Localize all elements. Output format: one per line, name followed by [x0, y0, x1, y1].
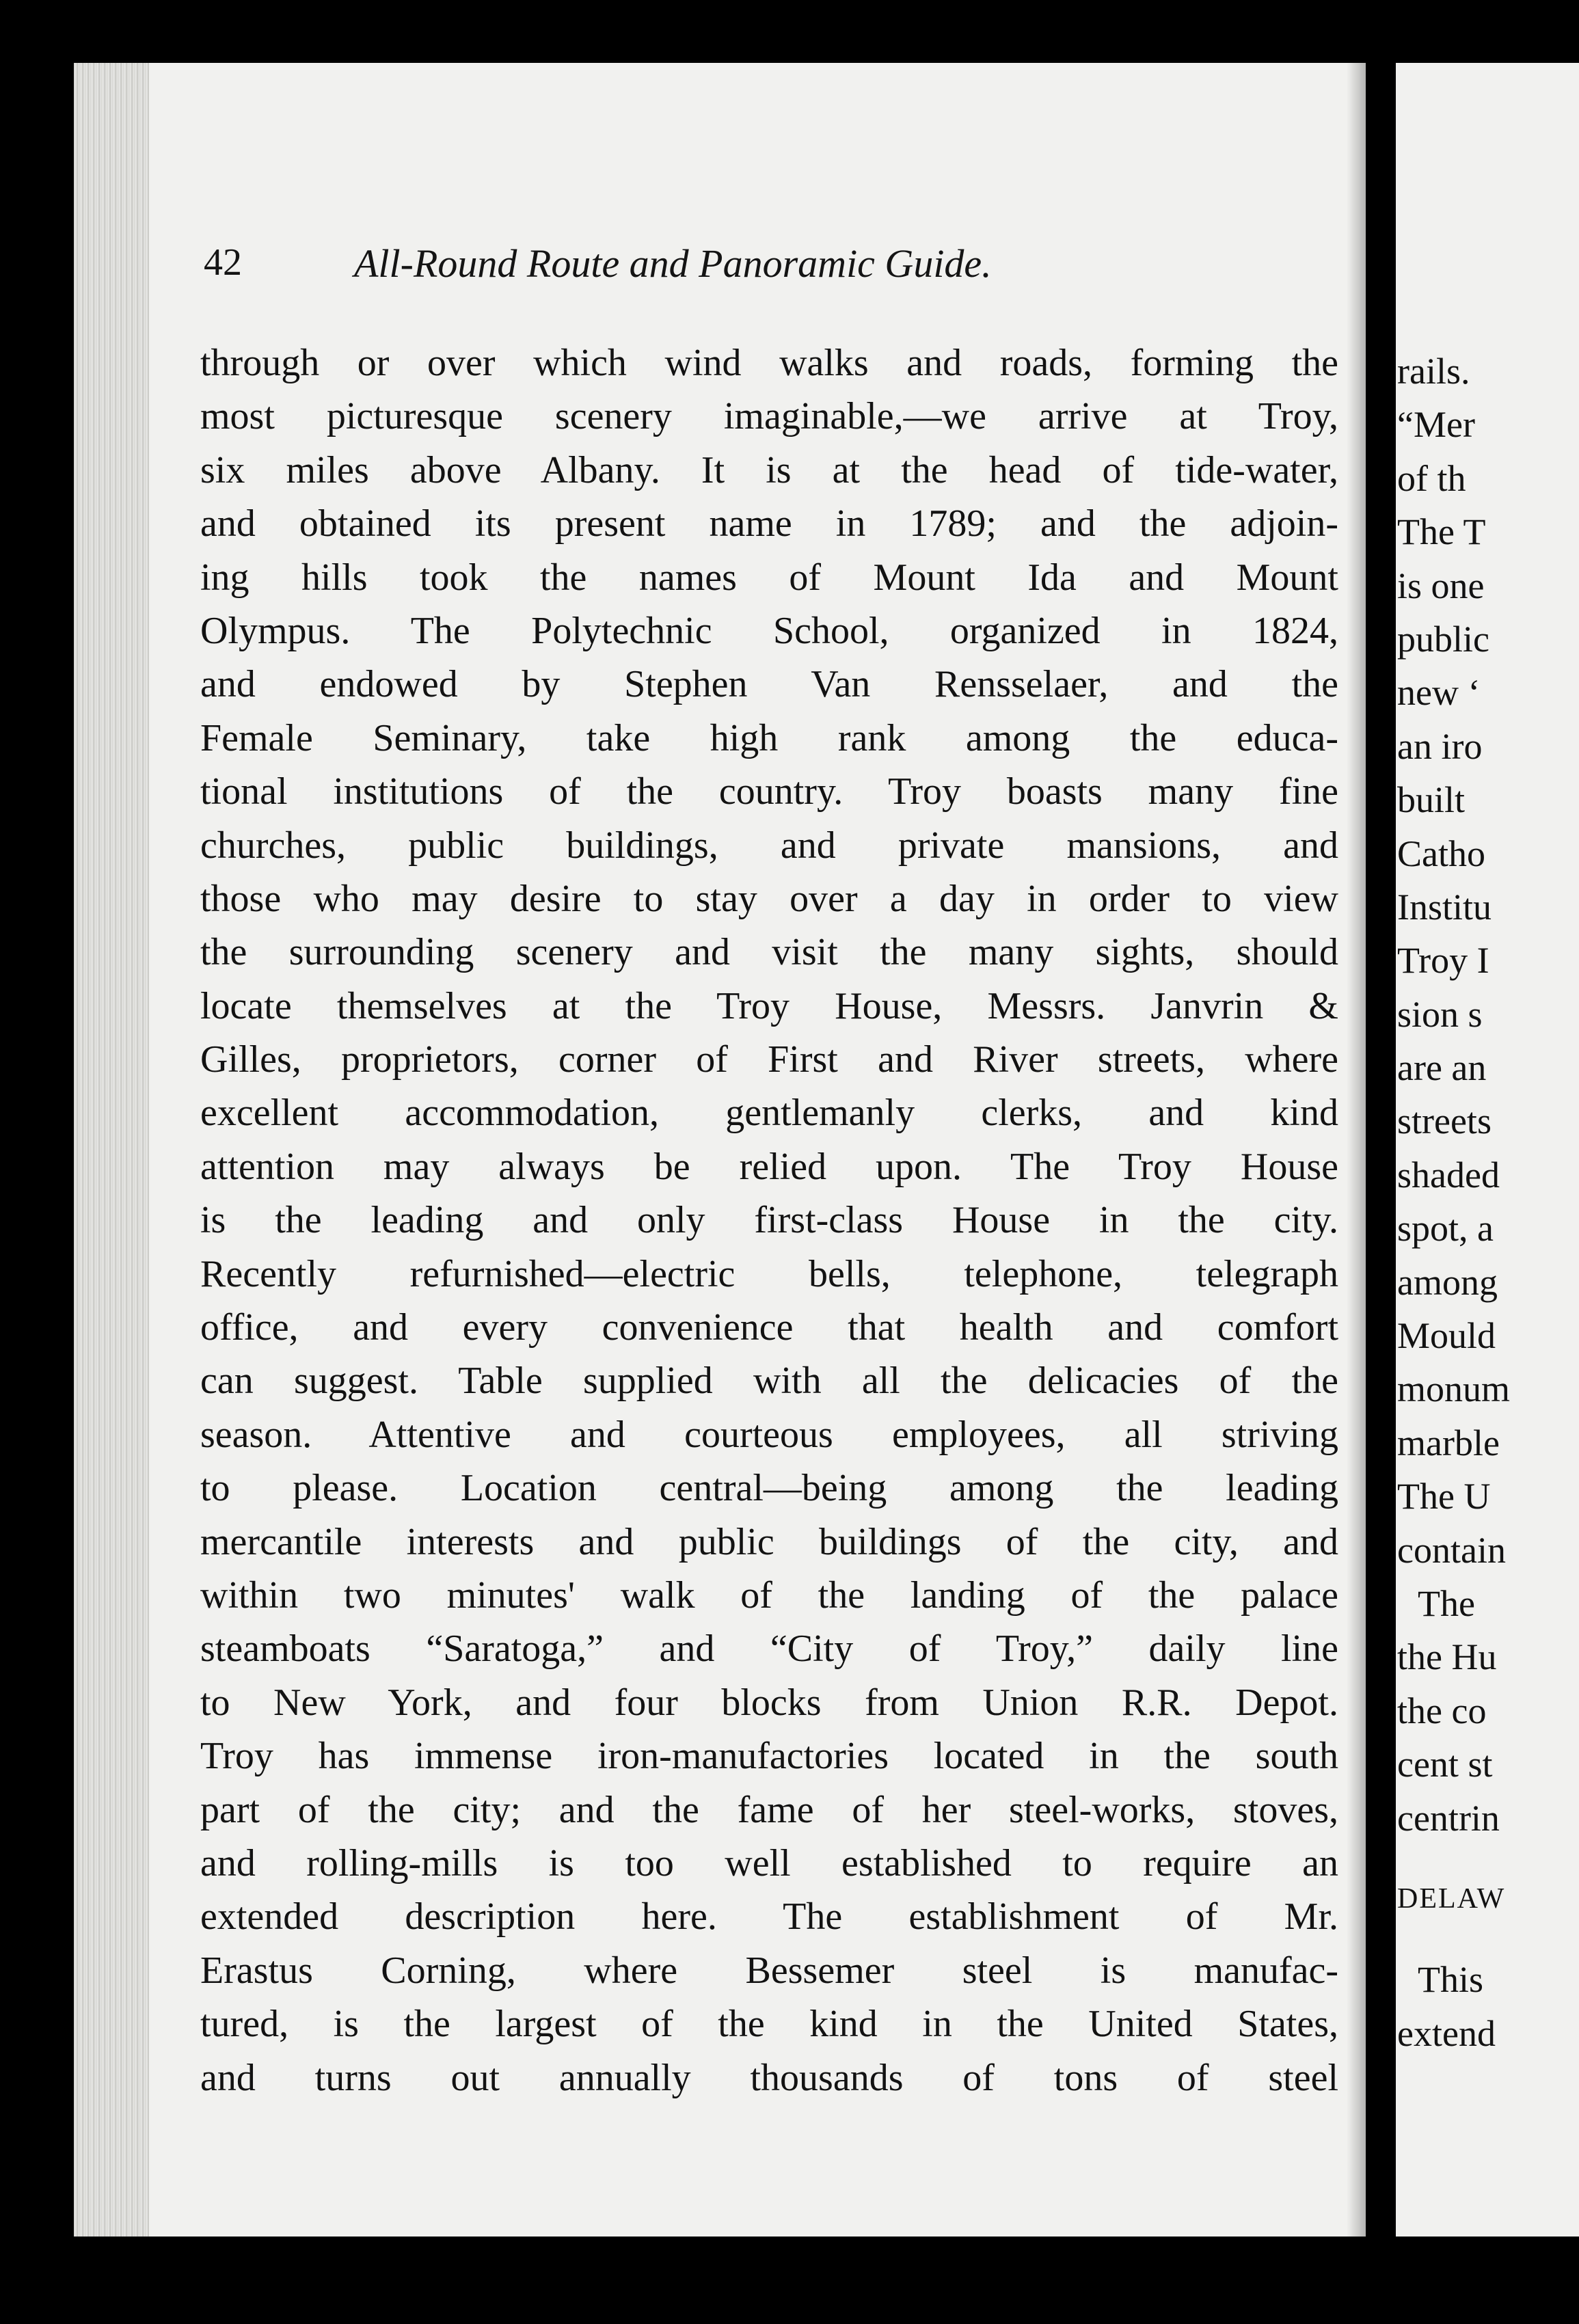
facing-text-line: DELAW: [1397, 1882, 1506, 1915]
facing-text-line: sion s: [1397, 993, 1483, 1035]
text-line: season. Attentive and courteous employees, all striving: [200, 1413, 1338, 1456]
facing-text-line: Troy I: [1397, 940, 1489, 982]
facing-text-line: new ‘: [1397, 672, 1481, 714]
facing-text-line: contain: [1397, 1529, 1506, 1571]
text-line: to New York, and four blocks from Union R.R. Depot.: [200, 1681, 1338, 1724]
text-line: Olympus. The Polytechnic School, organized in 1824,: [200, 609, 1338, 652]
text-line: steamboats “Saratoga,” and “City of Troy,” daily line: [200, 1627, 1338, 1671]
text-line: those who may desire to stay over a day in order to view: [200, 877, 1338, 920]
text-line: mercantile interests and public buildings of the city, and: [200, 1520, 1338, 1563]
facing-text-line: monum: [1397, 1368, 1511, 1410]
text-line: and obtained its present name in 1789; and the adjoin-: [200, 502, 1338, 545]
facing-text-line: Institu: [1397, 886, 1492, 928]
left-page: [74, 63, 1366, 2237]
text-line: churches, public buildings, and private mansions, and: [200, 824, 1338, 867]
text-line: tured, is the largest of the kind in the United States,: [200, 2003, 1338, 2046]
facing-page-fragment: [1396, 63, 1579, 2237]
facing-text-line: Mould: [1397, 1315, 1496, 1357]
facing-text-line: marble: [1397, 1422, 1500, 1463]
page-edge-texture: [74, 63, 149, 2237]
running-title: All-Round Route and Panoramic Guide.: [354, 241, 992, 286]
facing-text-line: of th: [1397, 457, 1466, 499]
gutter-shadow: [1347, 63, 1366, 2237]
book-gutter: [1366, 63, 1396, 2237]
text-line: and rolling-mills is too well established to require an: [200, 1841, 1338, 1884]
facing-text-line: rails.: [1397, 351, 1470, 392]
text-line: and turns out annually thousands of tons of steel: [200, 2056, 1338, 2099]
body-text: [200, 336, 1338, 2105]
facing-text-line: centrin: [1397, 1797, 1500, 1839]
text-line: tional institutions of the country. Troy boasts many fine: [200, 770, 1338, 813]
facing-text-line: built: [1397, 779, 1466, 821]
text-line: Troy has immense iron-manufactories located in the south: [200, 1735, 1338, 1778]
facing-text-line: extend: [1397, 2012, 1496, 2054]
text-line: six miles above Albany. It is at the head of tide-water,: [200, 448, 1338, 491]
facing-text-line: streets: [1397, 1100, 1492, 1142]
facing-text-line: Catho: [1397, 833, 1485, 874]
text-line: is the leading and only first-class House in the city.: [200, 1199, 1338, 1242]
text-line: Recently refurnished—electric bells, telephone, telegraph: [200, 1252, 1338, 1295]
text-line: ing hills took the names of Mount Ida and Mount: [200, 556, 1338, 599]
page-header: [204, 241, 1338, 316]
text-line: most picturesque scenery imaginable,—we arrive at Troy,: [200, 395, 1338, 438]
text-line: Female Seminary, take high rank among the educa-: [200, 716, 1338, 759]
text-line: attention may always be relied upon. The Troy House: [200, 1145, 1338, 1188]
text-line: to please. Location central—being among the leading: [200, 1467, 1338, 1510]
page-number: 42: [204, 241, 242, 284]
facing-text-line: is one: [1397, 565, 1485, 606]
text-line: part of the city; and the fame of her steel-works, stoves,: [200, 1788, 1338, 1831]
text-line: through or over which wind walks and roads, forming the: [200, 342, 1338, 384]
facing-text-line: This: [1418, 1959, 1484, 2001]
text-line: the surrounding scenery and visit the many sights, should: [200, 931, 1338, 974]
text-line: and endowed by Stephen Van Rensselaer, and the: [200, 663, 1338, 706]
facing-text-line: The T: [1397, 511, 1486, 553]
facing-text-line: the co: [1397, 1690, 1487, 1731]
facing-text-line: cent st: [1397, 1744, 1493, 1785]
facing-text-line: shaded: [1397, 1154, 1500, 1195]
text-line: Erastus Corning, where Bessemer steel is manufac-: [200, 1949, 1338, 1992]
text-line: locate themselves at the Troy House, Messrs. Janvrin &: [200, 984, 1338, 1027]
text-line: excellent accommodation, gentlemanly clerks, and kind: [200, 1092, 1338, 1135]
text-line: office, and every convenience that health and comfort: [200, 1306, 1338, 1349]
facing-text-line: the Hu: [1397, 1636, 1497, 1678]
facing-text-line: The: [1418, 1582, 1475, 1624]
text-line: within two minutes' walk of the landing of the palace: [200, 1573, 1338, 1617]
facing-text-line: public: [1397, 618, 1489, 660]
facing-text-line: are an: [1397, 1047, 1487, 1089]
facing-text-line: “Mer: [1397, 404, 1475, 446]
text-line: can suggest. Table supplied with all the delicacies of the: [200, 1360, 1338, 1403]
facing-text-line: The U: [1397, 1476, 1491, 1517]
text-line: extended description here. The establishment of Mr.: [200, 1895, 1338, 1938]
facing-text-line: among: [1397, 1261, 1498, 1303]
facing-page-text: [1396, 344, 1579, 2060]
text-line: Gilles, proprietors, corner of First and River streets, where: [200, 1038, 1338, 1081]
facing-text-line: spot, a: [1397, 1208, 1494, 1249]
facing-text-line: an iro: [1397, 725, 1483, 767]
